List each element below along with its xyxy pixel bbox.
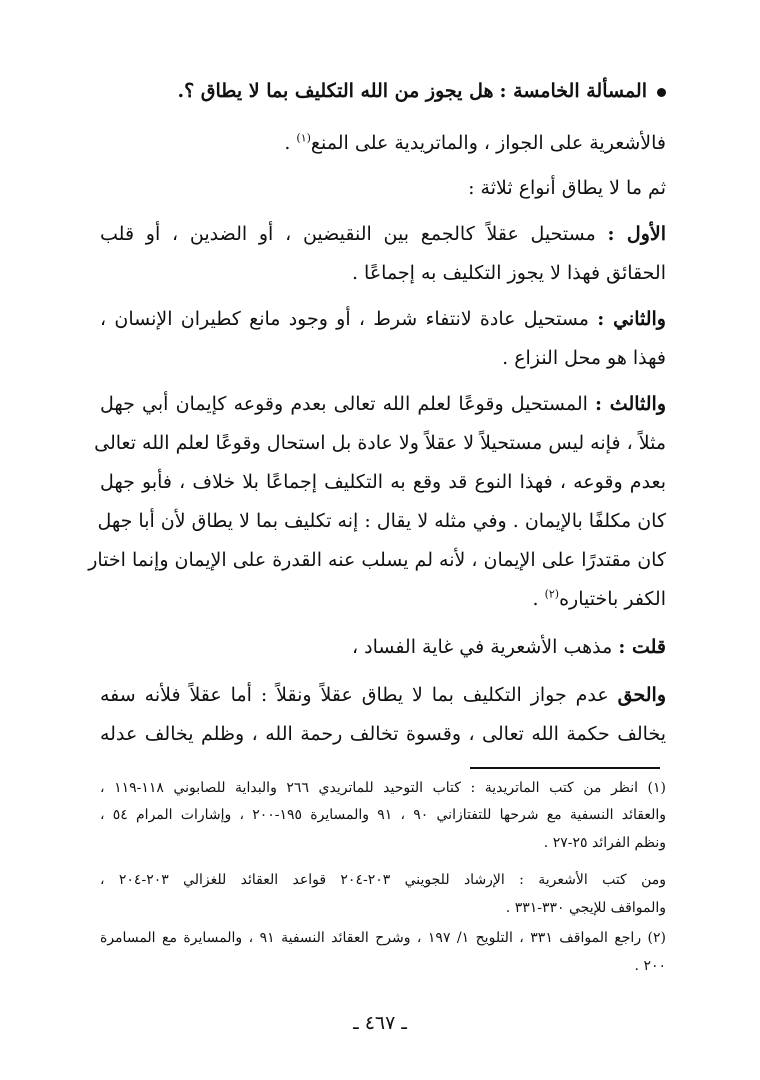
footnote-ref-1: (١) <box>296 131 311 145</box>
third-label: والثالث : <box>595 393 666 415</box>
second-line-1: والثاني : مستحيل عادة لانتفاء شرط ، أو وجود مانع كطيران الإنسان ، <box>100 308 666 330</box>
issue-question: هل يجوز من الله التكليف بما لا يطاق ؟. <box>177 80 494 102</box>
truth-line-2: يخالف حكمة الله تعالى ، وقسوة تخالف رحمة الله ، وظلم يخالف عدله <box>100 723 666 745</box>
third-line-6: الكفر باختياره$^{(٢)}$ . <box>532 587 666 610</box>
first-line-2: الحقائق فهذا لا يجوز التكليف به إجماعًا . <box>351 262 666 284</box>
intro-line: ثم ما لا يطاق أنواع ثلاثة : <box>468 177 666 199</box>
footnote-2-line-1: (٢) راجع المواقف ٣٣١ ، التلويح ١/ ١٩٧ ، وشرح العقائد النسفية ٩١ ، والمسايرة مع المسامرة <box>100 930 666 946</box>
positions-line: فالأشعرية على الجواز ، والماتريدية على المنع$^{(١)}$ . <box>284 131 666 154</box>
third-line-5: كان مقتدرًا على الإيمان ، لأنه لم يسلب عنه القدرة على الإيمان وإنما اختار <box>88 549 666 571</box>
third-line-2: مثلاً ، فإنه ليس مستحيلاً لا عقلاً ولا عادة بل استحال وقوعًا لعلم الله تعالى <box>94 432 666 454</box>
footnote-1-line-3: ونظم الفرائد ٢٥-٢٧ . <box>543 835 666 851</box>
third-line-1: والثالث : المستحيل وقوعًا لعلم الله تعالى بعدم وقوعه كإيمان أبي جهل <box>100 393 666 415</box>
positions-text: فالأشعرية على الجواز ، والماتريدية على المنع <box>310 132 666 154</box>
page-number: ـ ٤٦٧ ـ <box>353 1012 407 1034</box>
truth-label: والحق <box>617 684 667 706</box>
issue-label: المسألة الخامسة : <box>499 80 647 102</box>
qultu-line: قلت : مذهب الأشعرية في غاية الفساد ، <box>351 636 666 658</box>
footnote-1-line-5: والمواقف للإيجي ٣٣٠-٣٣١ . <box>505 900 666 916</box>
footnote-1-line-4: ومن كتب الأشعرية : الإرشاد للجويني ٢٠٣-٢٠٤ قواعد العقائد للغزالي ٢٠٣-٢٠٤ ، <box>100 872 666 888</box>
footnote-ref-2: (٢) <box>544 587 560 601</box>
second-label: والثاني : <box>597 308 666 330</box>
third-line-3: بعدم وقوعه ، فهذا النوع قد وقع به التكليف إجماعًا بلا خلاف ، فأبو جهل <box>100 471 666 493</box>
bullet-icon <box>657 88 666 97</box>
third-line-4: كان مكلفًا بالإيمان . وفي مثله لا يقال : إنه تكليف بما لا يطاق لأن أبا جهل <box>97 510 666 532</box>
footnote-1-line-2: والعقائد النسفية مع شرحها للتفتازاني ٩٠ ، ٩١ والمسايرة ١٩٥-٢٠٠ ، وإشارات المرام ٥٤ ، <box>100 807 667 823</box>
truth-line-1: والحق عدم جواز التكليف بما لا يطاق عقلاً ونقلاً : أما عقلاً فلأنه سفه <box>100 684 667 706</box>
second-line-2: فهذا هو محل النزاع . <box>502 347 666 369</box>
footnote-2-line-2: ٢٠٠ . <box>634 958 666 974</box>
issue-heading <box>100 76 666 106</box>
footnote-1-line-1: (١) انظر من كتب الماتريدية : كتاب التوحيد للماتريدي ٢٦٦ والبداية للصابوني ١١٨-١١٩ ، <box>100 780 667 796</box>
first-label: الأول : <box>607 223 666 245</box>
footnote-divider <box>470 767 660 769</box>
first-line-1: الأول : مستحيل عقلاً كالجمع بين النقيضين ، أو الضدين ، أو قلب <box>100 223 666 245</box>
qultu-label: قلت : <box>618 636 666 658</box>
